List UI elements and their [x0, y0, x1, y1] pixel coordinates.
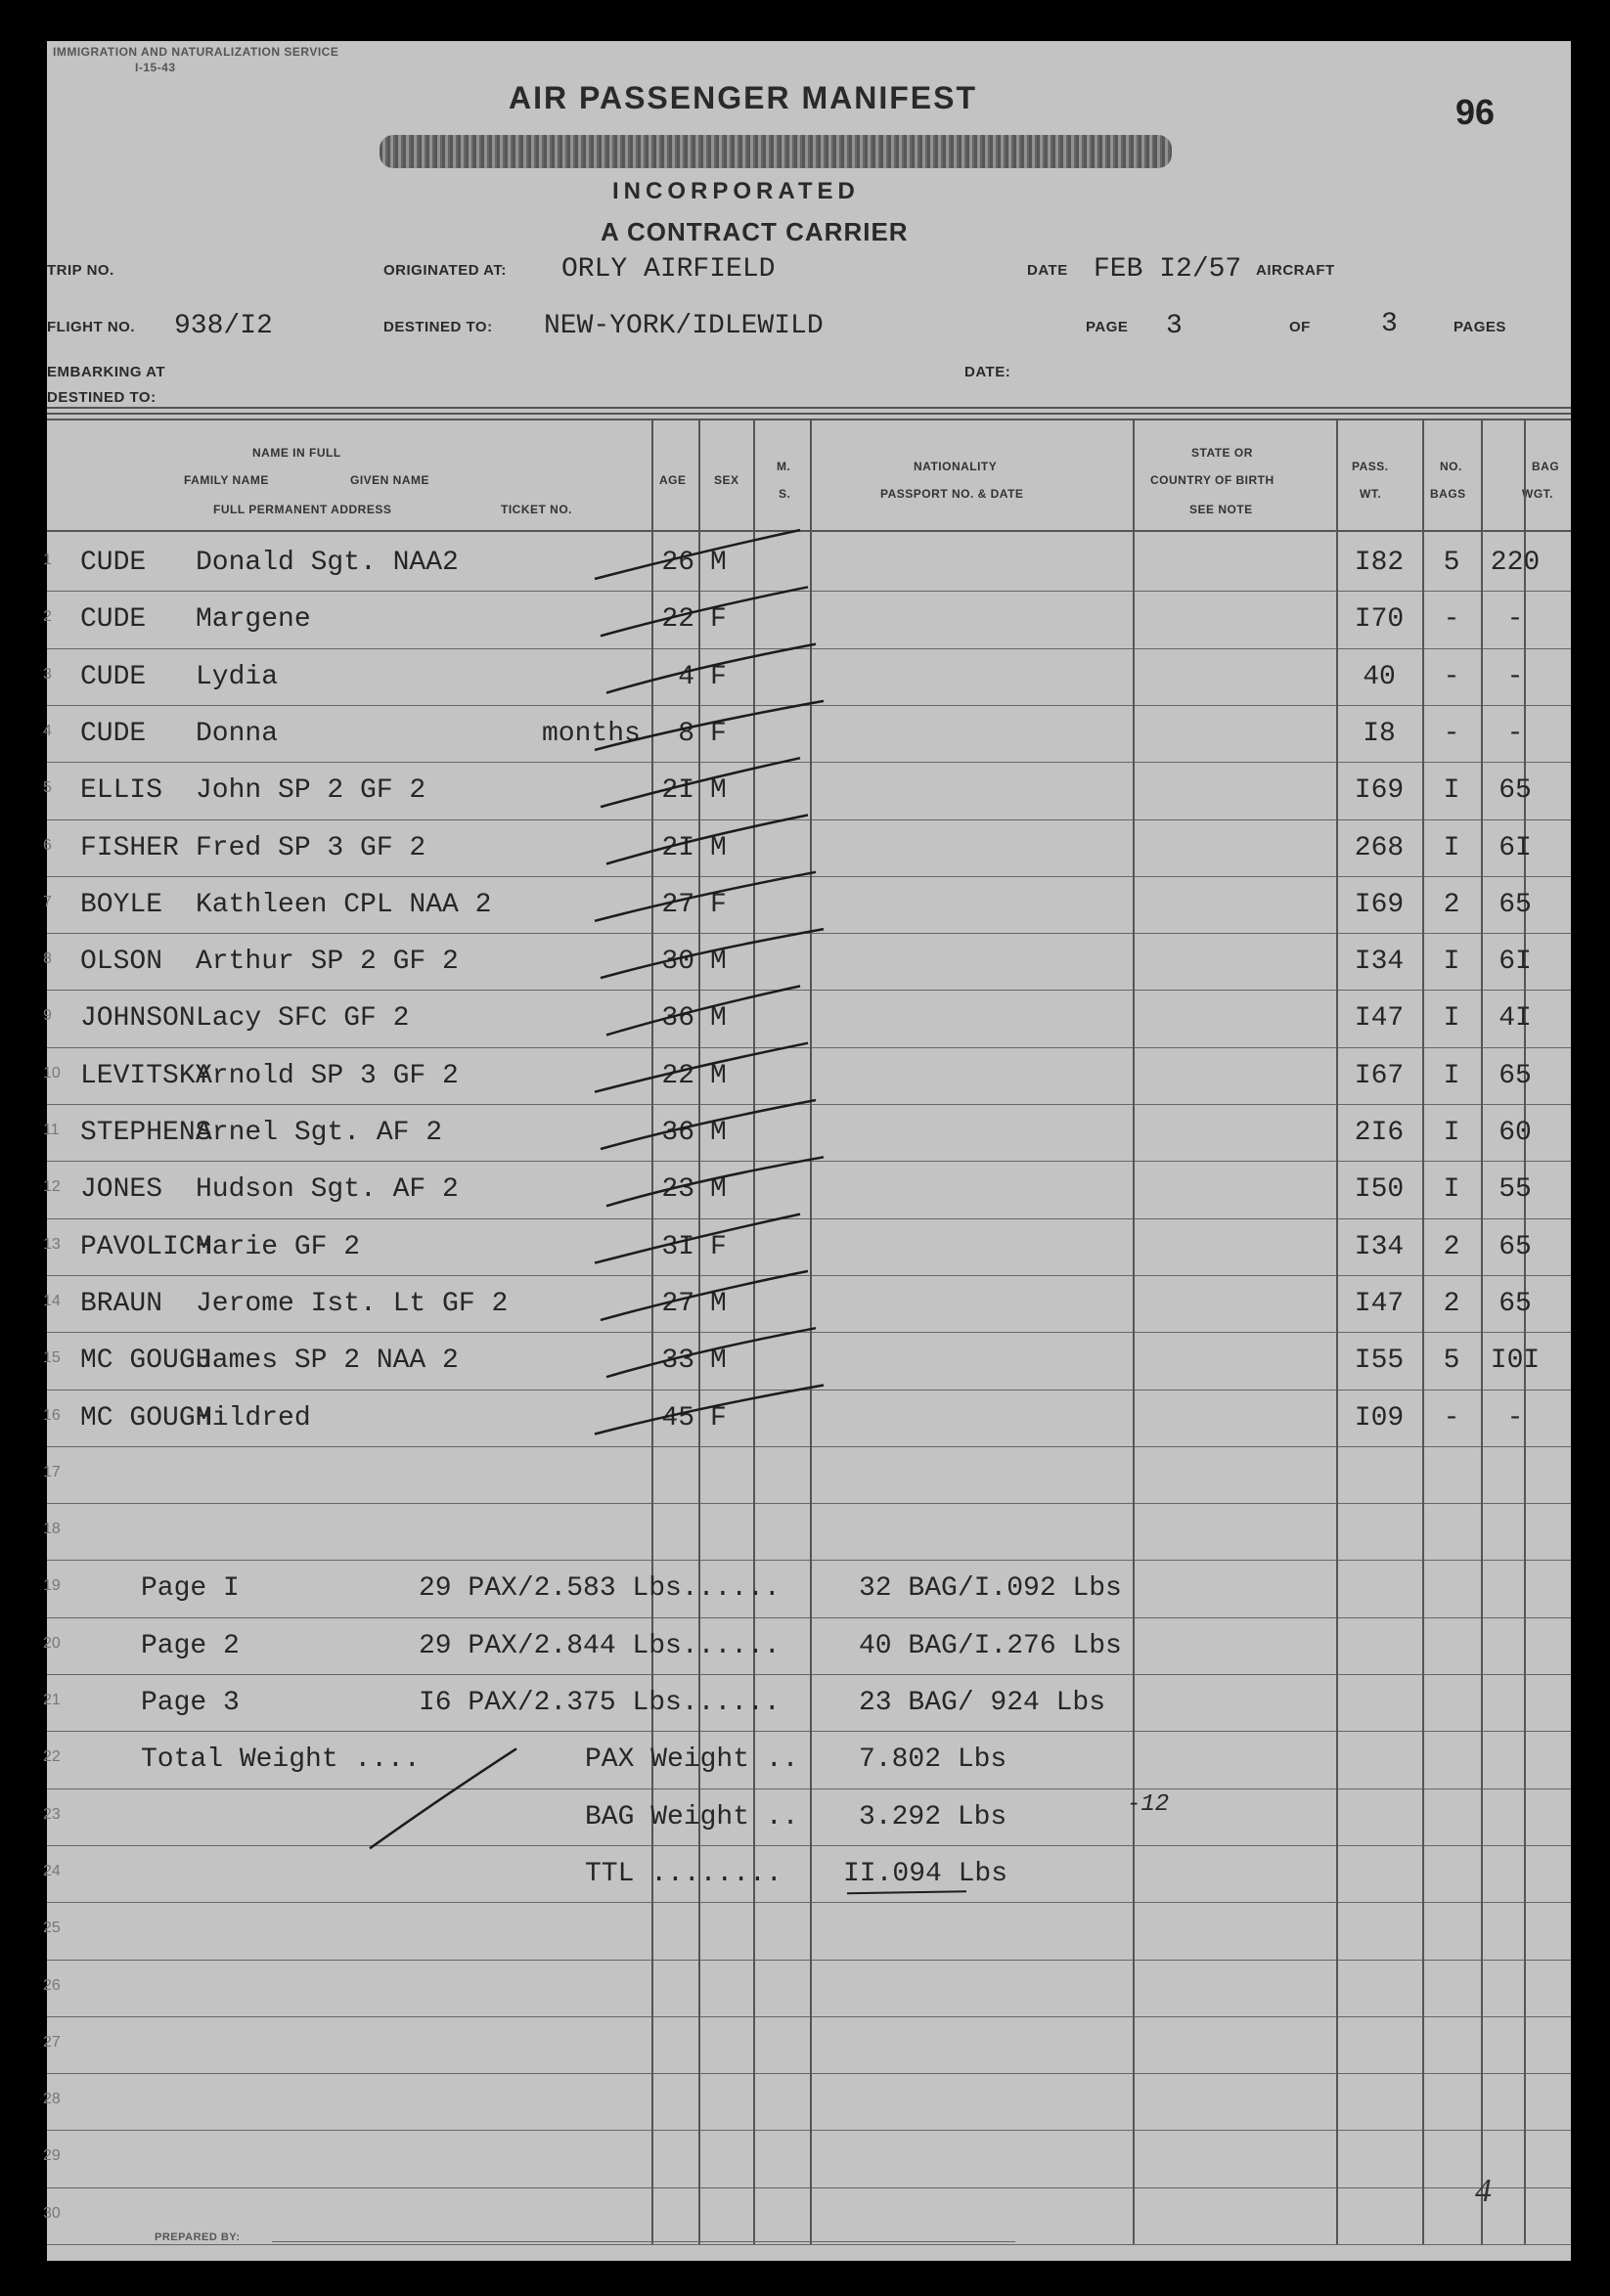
destined-value: NEW-YORK/IDLEWILD: [544, 311, 824, 341]
row-number: 13: [43, 1236, 61, 1253]
col-pass-wt-2: WT.: [1360, 487, 1382, 501]
bag-count: I: [1443, 1118, 1460, 1148]
family-name: FISHER: [80, 833, 179, 863]
subtitle-contract-carrier: A CONTRACT CARRIER: [601, 217, 909, 246]
bag-count: I: [1443, 775, 1460, 806]
age: 36: [661, 1003, 694, 1034]
row-number: 4: [43, 723, 52, 739]
summary-label: Total Weight ....: [141, 1744, 421, 1775]
summary-bag: 23 BAG/ 924 Lbs: [859, 1688, 1106, 1718]
check-stroke: [606, 816, 808, 864]
row-number: 11: [43, 1122, 60, 1138]
summary-bag: 32 BAG/I.092 Lbs: [859, 1573, 1122, 1604]
row-number: 26: [43, 1977, 61, 1994]
bag-weight: 4I: [1498, 1003, 1532, 1034]
row-number: 25: [43, 1920, 61, 1936]
destined-label: DESTINED TO:: [383, 319, 493, 335]
summary-pax: TTL ........: [585, 1859, 783, 1889]
bag-count: I: [1443, 1003, 1460, 1034]
given-name: Mildred: [196, 1403, 311, 1434]
col-family-name: FAMILY NAME: [184, 473, 269, 487]
sex: M: [710, 548, 727, 578]
row-number: 28: [43, 2091, 61, 2107]
check-stroke: [606, 1157, 824, 1206]
sex: F: [710, 890, 727, 920]
age: 30: [661, 947, 694, 977]
aircraft-label: AIRCRAFT: [1256, 262, 1335, 279]
bag-weight: -: [1506, 1403, 1524, 1434]
summary-bag: 7.802 Lbs: [859, 1744, 1007, 1775]
summary-label: Page I: [141, 1573, 240, 1604]
bag-count: 2: [1443, 1289, 1460, 1319]
check-stroke: [606, 986, 800, 1035]
given-name: Arnel Sgt. AF 2: [196, 1118, 443, 1148]
passenger-weight: I47: [1354, 1289, 1405, 1319]
bag-count: I: [1443, 1174, 1460, 1205]
age: 45: [661, 1403, 694, 1434]
bag-weight: -: [1506, 662, 1524, 692]
col-ms-2: S.: [779, 487, 791, 501]
family-name: MC GOUGH: [80, 1403, 212, 1434]
bag-weight: 60: [1498, 1118, 1532, 1148]
check-stroke: [595, 701, 824, 750]
check-stroke: [595, 1214, 800, 1263]
bag-count: 5: [1443, 1346, 1460, 1376]
check-stroke: [601, 758, 800, 807]
total-check-stroke: [370, 1748, 516, 1848]
summary-label: Page 3: [141, 1688, 240, 1718]
bag-weight: 65: [1498, 890, 1532, 920]
check-stroke: [601, 1271, 808, 1320]
given-name: James SP 2 NAA 2: [196, 1346, 459, 1376]
bag-weight: I0I: [1490, 1346, 1541, 1376]
age: 33: [661, 1346, 694, 1376]
given-name: Fred SP 3 GF 2: [196, 833, 426, 863]
passenger-weight: I82: [1354, 548, 1405, 578]
date-value: FEB I2/57: [1094, 254, 1242, 285]
age-note: months: [542, 719, 641, 749]
sex: M: [710, 1003, 727, 1034]
agency-name: IMMIGRATION AND NATURALIZATION SERVICE: [53, 45, 339, 59]
of-value: 3: [1381, 309, 1398, 339]
check-stroke: [601, 929, 824, 978]
row-number: 22: [43, 1748, 61, 1765]
handwritten-mark: -12: [1127, 1791, 1170, 1818]
given-name: Hudson Sgt. AF 2: [196, 1174, 459, 1205]
bag-weight: 6I: [1498, 947, 1532, 977]
sex: F: [710, 662, 727, 692]
age: 2I: [661, 775, 694, 806]
originated-value: ORLY AIRFIELD: [561, 254, 776, 285]
given-name: Arthur SP 2 GF 2: [196, 947, 459, 977]
destined2-label: DESTINED TO:: [47, 389, 157, 406]
passenger-weight: 268: [1354, 833, 1405, 863]
date-label: DATE: [1027, 262, 1068, 279]
check-stroke: [595, 530, 800, 579]
row-number: 30: [43, 2205, 61, 2222]
bag-weight: -: [1506, 719, 1524, 749]
row-number: 1: [43, 552, 52, 568]
passenger-weight: I09: [1354, 1403, 1405, 1434]
summary-bag: 3.292 Lbs: [859, 1802, 1007, 1832]
bag-weight: 65: [1498, 1289, 1532, 1319]
passenger-weight: I69: [1354, 890, 1405, 920]
col-nationality: NATIONALITY: [914, 460, 998, 473]
bag-count: 2: [1443, 1232, 1460, 1262]
family-name: LEVITSKY: [80, 1061, 212, 1091]
bag-count: 5: [1443, 548, 1460, 578]
given-name: Lacy SFC GF 2: [196, 1003, 410, 1034]
given-name: Kathleen CPL NAA 2: [196, 890, 492, 920]
bag-count: I: [1443, 947, 1460, 977]
given-name: Arnold SP 3 GF 2: [196, 1061, 459, 1091]
bag-count: -: [1443, 1403, 1460, 1434]
col-bags-1: NO.: [1440, 460, 1462, 473]
passenger-weight: 40: [1363, 662, 1396, 692]
row-number: 2: [43, 608, 52, 625]
row-number: 20: [43, 1635, 61, 1652]
passenger-weight: I8: [1363, 719, 1396, 749]
bag-count: I: [1443, 833, 1460, 863]
bag-count: I: [1443, 1061, 1460, 1091]
age: 22: [661, 604, 694, 635]
page-annotation: 4: [1475, 2173, 1492, 2209]
flight-no-value: 938/I2: [174, 311, 273, 341]
col-state-3: SEE NOTE: [1189, 503, 1253, 516]
prepared-by-label: PREPARED BY:: [155, 2231, 241, 2243]
bag-count: 2: [1443, 890, 1460, 920]
row-number: 5: [43, 779, 52, 796]
given-name: Jerome Ist. Lt GF 2: [196, 1289, 509, 1319]
check-stroke: [601, 587, 808, 636]
col-pass-wt-1: PASS.: [1352, 460, 1389, 473]
summary-pax: PAX Weight ..: [585, 1744, 799, 1775]
age: 36: [661, 1118, 694, 1148]
summary-pax: 29 PAX/2.583 Lbs......: [419, 1573, 781, 1604]
passenger-weight: I34: [1354, 947, 1405, 977]
row-number: 23: [43, 1806, 61, 1823]
family-name: MC GOUGH: [80, 1346, 212, 1376]
col-state-2: COUNTRY OF BIRTH: [1150, 473, 1275, 487]
family-name: BOYLE: [80, 890, 163, 920]
sex: M: [710, 1061, 727, 1091]
row-number: 9: [43, 1007, 52, 1024]
summary-label: Page 2: [141, 1631, 240, 1661]
row-number: 8: [43, 950, 52, 967]
row-number: 19: [43, 1577, 61, 1594]
row-number: 3: [43, 666, 52, 683]
col-bagwt-2: WGT.: [1522, 487, 1553, 501]
page-number: 96: [1455, 92, 1496, 132]
row-number: 12: [43, 1178, 61, 1195]
sex: F: [710, 604, 727, 635]
age: 26: [661, 548, 694, 578]
age: 27: [661, 1289, 694, 1319]
summary-pax: 29 PAX/2.844 Lbs......: [419, 1631, 781, 1661]
row-number: 17: [43, 1464, 61, 1480]
given-name: John SP 2 GF 2: [196, 775, 426, 806]
sex: F: [710, 719, 727, 749]
originated-label: ORIGINATED AT:: [383, 262, 507, 279]
col-passport: PASSPORT NO. & DATE: [880, 487, 1024, 501]
sex: M: [710, 1289, 727, 1319]
family-name: CUDE: [80, 548, 147, 578]
given-name: Donald Sgt. NAA2: [196, 548, 459, 578]
bag-weight: 65: [1498, 1232, 1532, 1262]
row-number: 15: [43, 1349, 61, 1366]
passenger-weight: I70: [1354, 604, 1405, 635]
bag-weight: 6I: [1498, 833, 1532, 863]
sex: M: [710, 1118, 727, 1148]
age: 3I: [661, 1232, 694, 1262]
passenger-weight: I50: [1354, 1174, 1405, 1205]
col-address: FULL PERMANENT ADDRESS: [213, 503, 392, 516]
manifest-page: [43, 41, 1571, 2261]
check-stroke: [606, 644, 816, 693]
flight-no-label: FLIGHT NO.: [47, 319, 135, 335]
family-name: CUDE: [80, 662, 147, 692]
family-name: CUDE: [80, 604, 147, 635]
sex: M: [710, 947, 727, 977]
given-name: Marie GF 2: [196, 1232, 361, 1262]
check-stroke: [595, 1043, 808, 1092]
col-ms-1: M.: [777, 460, 791, 473]
check-stroke: [601, 1100, 816, 1149]
of-label: OF: [1289, 319, 1311, 335]
summary-pax: I6 PAX/2.375 Lbs......: [419, 1688, 781, 1718]
age: 2I: [661, 833, 694, 863]
family-name: PAVOLICH: [80, 1232, 212, 1262]
given-name: Margene: [196, 604, 311, 635]
col-bags-2: BAGS: [1430, 487, 1466, 501]
age: 23: [661, 1174, 694, 1205]
passenger-weight: I55: [1354, 1346, 1405, 1376]
age: 22: [661, 1061, 694, 1091]
row-number: 16: [43, 1407, 61, 1424]
col-sex: SEX: [714, 473, 739, 487]
form-title: AIR PASSENGER MANIFEST: [509, 80, 977, 115]
row-number: 29: [43, 2147, 61, 2164]
row-number: 7: [43, 894, 52, 910]
col-bagwt-1: BAG: [1532, 460, 1560, 473]
row-number: 10: [43, 1065, 61, 1082]
summary-pax: BAG Weight ..: [585, 1802, 799, 1832]
row-number: 24: [43, 1863, 61, 1879]
sex: F: [710, 1232, 727, 1262]
col-age: AGE: [659, 473, 687, 487]
row-number: 18: [43, 1521, 61, 1537]
total-underline: [847, 1891, 966, 1893]
page-label: PAGE: [1086, 319, 1129, 335]
sex: M: [710, 1174, 727, 1205]
summary-bag: II.094 Lbs: [843, 1859, 1008, 1889]
row-number: 21: [43, 1692, 61, 1708]
bag-weight: 65: [1498, 1061, 1532, 1091]
given-name: Lydia: [196, 662, 279, 692]
family-name: CUDE: [80, 719, 147, 749]
passenger-weight: I34: [1354, 1232, 1405, 1262]
col-given-name: GIVEN NAME: [350, 473, 430, 487]
trip-no-label: TRIP NO.: [47, 262, 114, 279]
age: 4: [678, 662, 694, 692]
bag-weight: 65: [1498, 775, 1532, 806]
family-name: JONES: [80, 1174, 163, 1205]
bag-count: -: [1443, 662, 1460, 692]
bag-weight: 220: [1490, 548, 1541, 578]
pages-label: PAGES: [1453, 319, 1506, 335]
embarking-label: EMBARKING AT: [47, 364, 165, 380]
sex: M: [710, 775, 727, 806]
family-name: BRAUN: [80, 1289, 163, 1319]
page-value: 3: [1166, 311, 1183, 341]
row-number: 27: [43, 2034, 61, 2051]
date2-label: DATE:: [964, 364, 1011, 380]
check-stroke: [595, 872, 816, 921]
sex: F: [710, 1403, 727, 1434]
form-number: I-15-43: [135, 61, 176, 74]
given-name: Donna: [196, 719, 279, 749]
family-name: OLSON: [80, 947, 163, 977]
bag-count: -: [1443, 719, 1460, 749]
passenger-weight: I69: [1354, 775, 1405, 806]
sex: M: [710, 833, 727, 863]
check-stroke: [606, 1328, 816, 1377]
bag-weight: 55: [1498, 1174, 1532, 1205]
sex: M: [710, 1346, 727, 1376]
handwritten-check-marks: [47, 41, 1571, 2261]
age: 27: [661, 890, 694, 920]
family-name: JOHNSON: [80, 1003, 196, 1034]
subtitle-incorporated: INCORPORATED: [612, 178, 860, 204]
passenger-weight: 2I6: [1354, 1118, 1405, 1148]
bag-count: -: [1443, 604, 1460, 635]
row-number: 14: [43, 1293, 61, 1309]
passenger-weight: I67: [1354, 1061, 1405, 1091]
passenger-weight: I47: [1354, 1003, 1405, 1034]
check-stroke: [595, 1386, 824, 1435]
family-name: STEPHENS: [80, 1118, 212, 1148]
col-state-1: STATE OR: [1191, 446, 1253, 460]
row-number: 6: [43, 837, 52, 854]
col-ticket: TICKET NO.: [501, 503, 572, 516]
col-name-header: NAME IN FULL: [252, 446, 341, 460]
age: 8: [678, 719, 694, 749]
family-name: ELLIS: [80, 775, 163, 806]
summary-bag: 40 BAG/I.276 Lbs: [859, 1631, 1122, 1661]
bag-weight: -: [1506, 604, 1524, 635]
